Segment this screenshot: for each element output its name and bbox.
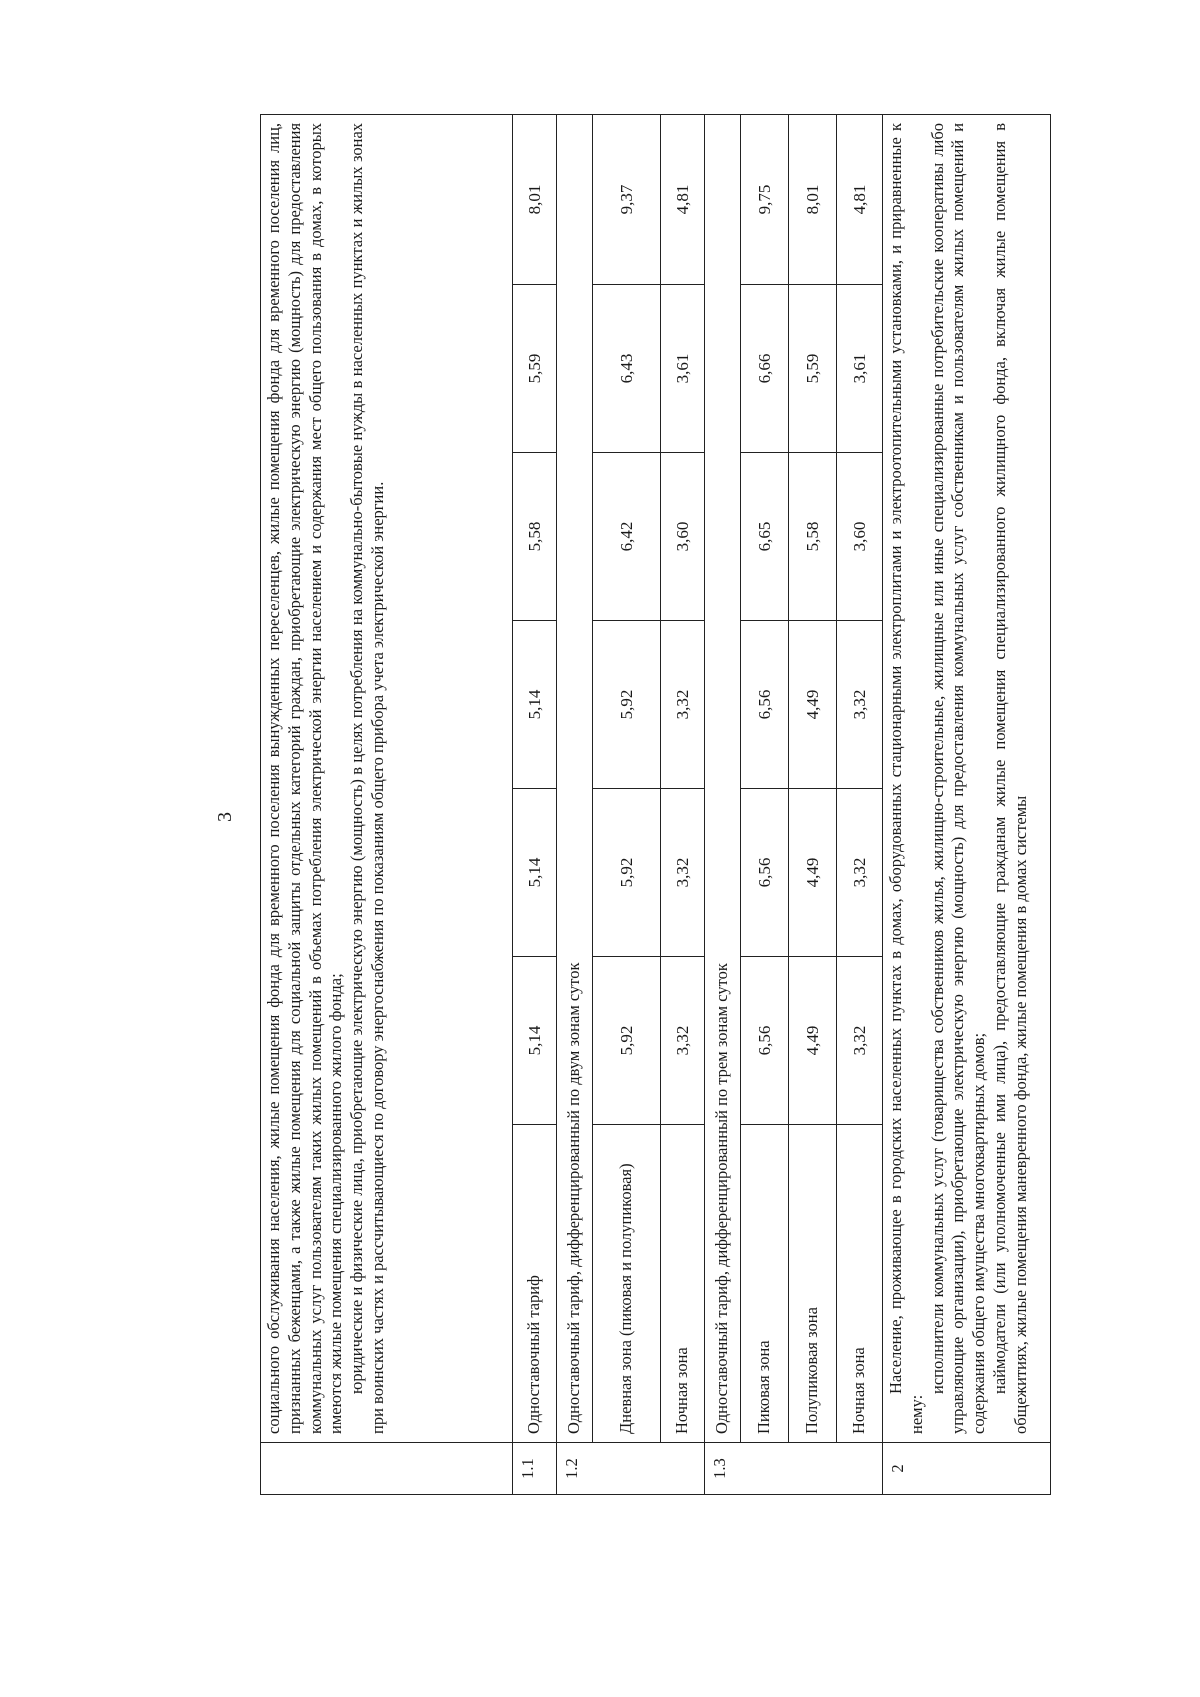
- value-cell: 5,14: [513, 621, 557, 789]
- tariff-table: [260, 114, 1051, 1495]
- row-label: Полупиковая зона: [789, 1125, 837, 1443]
- row-label: Одноставочный тариф: [513, 1125, 557, 1443]
- value-cell: 5,58: [789, 453, 837, 621]
- value-cell: 4,49: [789, 621, 837, 789]
- value-cell: 5,92: [593, 957, 661, 1125]
- table-row-1-3-half-peak: [789, 114, 837, 1494]
- value-cell: 5,59: [789, 285, 837, 453]
- table-row-1-3-night: [837, 114, 883, 1494]
- value-cell: 4,81: [661, 114, 705, 284]
- value-cell: 3,32: [661, 789, 705, 957]
- value-cell: 4,49: [789, 957, 837, 1125]
- table-row-1-2-day: [593, 114, 661, 1494]
- intro-text-cell: [261, 114, 513, 1442]
- page-number: 3: [214, 812, 236, 822]
- section-title: Одноставочный тариф, дифференцированный по двум зонам суток: [557, 114, 593, 1442]
- row-2-paragraph-2: исполнители коммунальных услуг (товарищества собственников жилья, жилищно-строительные, жилищные или иные специализированные потребительские кооперативы либо управляющие организации), приобретающие электрическую энергию (мощность) для предоставления коммунальных услуг собственникам и пользователям жилых помещений и содержания общего имущества многоквартирных домов;: [927, 122, 989, 1434]
- value-cell: 3,60: [661, 453, 705, 621]
- table-row-intro: [261, 114, 513, 1494]
- section-title: Одноставочный тариф, дифференцированный по трем зонам суток: [705, 114, 741, 1442]
- value-cell: 6,66: [741, 285, 789, 453]
- value-cell: 3,32: [837, 621, 883, 789]
- row-label: Пиковая зона: [741, 1125, 789, 1443]
- value-cell: 6,43: [593, 285, 661, 453]
- row-number: 1.1: [513, 1443, 557, 1495]
- value-cell: 5,92: [593, 789, 661, 957]
- row-2-paragraph-1: Население, проживающее в городских населенных пунктах в домах, оборудованных стационарными электроплитами и электроотопительными установками, и приравненные к нему:: [886, 122, 926, 1434]
- table-row-1-2-header: [557, 114, 593, 1494]
- value-cell: 3,61: [837, 285, 883, 453]
- value-cell: 5,14: [513, 789, 557, 957]
- table-row-1-2-night: [661, 114, 705, 1494]
- value-cell: 3,61: [661, 285, 705, 453]
- row-2-paragraph-3: наймодатели (или уполномоченные ими лица), предоставляющие гражданам жилые помещения специализированного жилищного фонда, включая жилые помещения в общежитиях, жилые помещения маневренного фонда, жилые помещения в домах системы: [989, 122, 1030, 1434]
- value-cell: 3,32: [661, 957, 705, 1125]
- value-cell: 3,32: [661, 621, 705, 789]
- value-cell: 6,42: [593, 453, 661, 621]
- intro-num-cell: [261, 1443, 513, 1495]
- table-row-1-1: [513, 114, 557, 1494]
- value-cell: 6,65: [741, 453, 789, 621]
- value-cell: 9,37: [593, 114, 661, 284]
- value-cell: 6,56: [741, 957, 789, 1125]
- row-number: 2: [883, 1443, 1051, 1495]
- value-cell: 6,56: [741, 789, 789, 957]
- value-cell: 5,14: [513, 957, 557, 1125]
- table-row-2: [883, 114, 1051, 1494]
- row-2-text-cell: [883, 114, 1051, 1442]
- value-cell: 4,49: [789, 789, 837, 957]
- value-cell: 6,56: [741, 621, 789, 789]
- row-number: 1.2: [557, 1443, 705, 1495]
- value-cell: 3,32: [837, 957, 883, 1125]
- row-label: Ночная зона: [837, 1125, 883, 1443]
- value-cell: 5,59: [513, 285, 557, 453]
- table-row-1-3-header: [705, 114, 741, 1494]
- value-cell: 8,01: [513, 114, 557, 284]
- value-cell: 9,75: [741, 114, 789, 284]
- row-label: Ночная зона: [661, 1125, 705, 1443]
- value-cell: 4,81: [837, 114, 883, 284]
- rotated-page: [200, 110, 1070, 1510]
- table-row-1-3-peak: [741, 114, 789, 1494]
- value-cell: 8,01: [789, 114, 837, 284]
- value-cell: 3,32: [837, 789, 883, 957]
- intro-paragraph-1: социального обслуживания населения, жилые помещения фонда для временного поселения вынужденных переселенцев, жилые помещения фонда для временного поселения лиц, признанных беженцами, а также жилые помещения для социальной защиты отдельных категорий граждан, приобретающие электрическую энергию (мощность) для предоставления коммунальных услуг пользователям таких жилых помещений в объемах потребления электрической энергии населением и содержания мест общего пользования в домах, в которых имеются жилые помещения специализированного жилого фонда;: [264, 122, 346, 1434]
- intro-paragraph-2: юридические и физические лица, приобретающие электрическую энергию (мощность) в целях потребления на коммунально-бытовые нужды в населенных пунктах и жилых зонах при воинских частях и рассчитывающиеся по договору энергоснабжения по показаниям общего прибора учета электрической энергии.: [347, 122, 387, 1434]
- row-label: Дневная зона (пиковая и полупиковая): [593, 1125, 661, 1443]
- value-cell: 5,58: [513, 453, 557, 621]
- row-number: 1.3: [705, 1443, 883, 1495]
- value-cell: 3,60: [837, 453, 883, 621]
- value-cell: 5,92: [593, 621, 661, 789]
